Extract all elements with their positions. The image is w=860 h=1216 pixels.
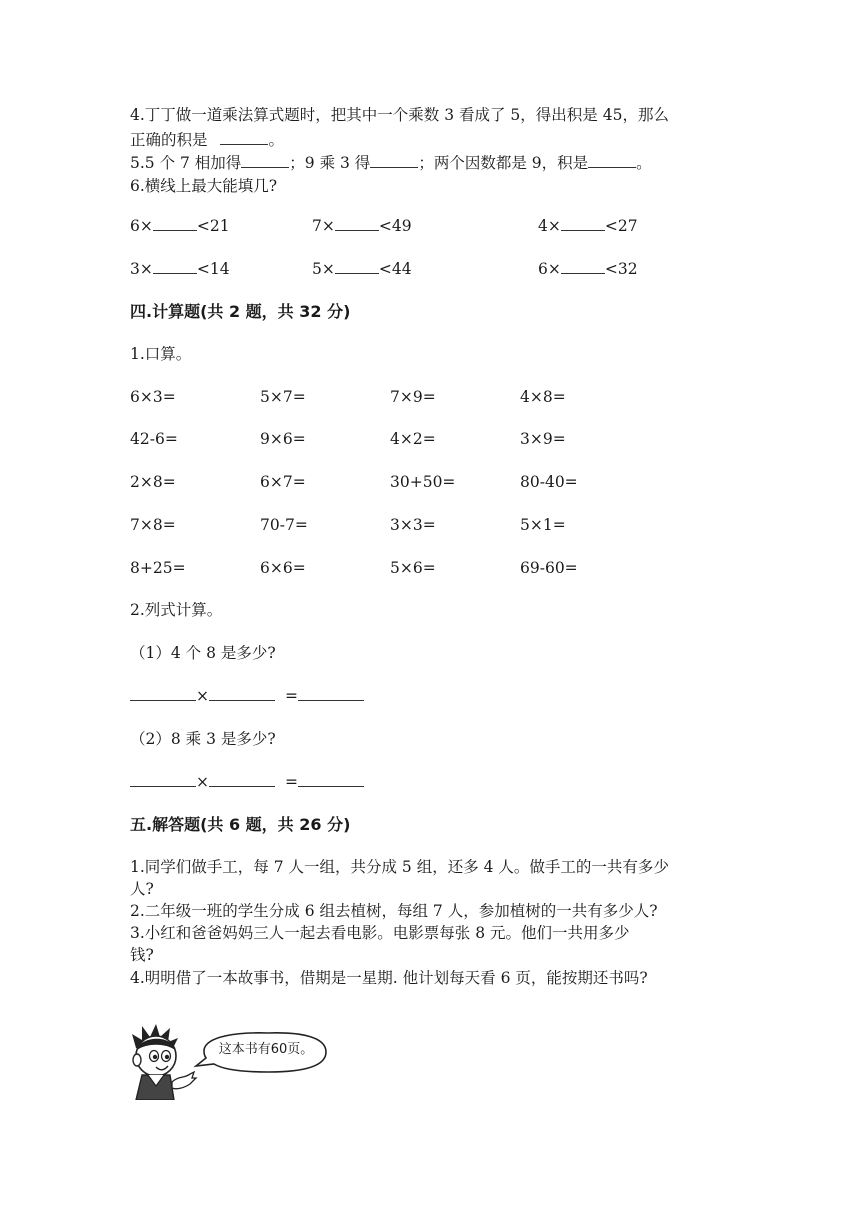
sub-question-2: （2）8 乘 3 是多少? — [130, 730, 276, 748]
q6-item: 5× <44 — [312, 260, 412, 278]
oral-item: 7×9= — [390, 388, 436, 406]
problem-2: 2.二年级一班的学生分成 6 组去植树，每组 7 人，参加植树的一共有多少人? — [130, 902, 658, 920]
answer-blank[interactable] — [335, 273, 379, 274]
oral-item: 5×7= — [260, 388, 306, 406]
oral-item: 6×7= — [260, 473, 306, 491]
problem-3-line2: 钱? — [130, 946, 154, 964]
question-5-part3: ；两个因数都是 9，积是 — [418, 154, 589, 172]
answer-blank[interactable] — [588, 167, 636, 168]
problem-1-line2: 人? — [130, 880, 154, 898]
answer-blank[interactable] — [370, 167, 418, 168]
speech-bubble-text: 这本书有60页。 — [218, 1042, 314, 1057]
period: 。 — [636, 154, 652, 172]
answer-blank[interactable] — [298, 700, 364, 701]
problem-4: 4.明明借了一本故事书，借期是一星期. 他计划每天看 6 页，能按期还书吗? — [130, 969, 648, 987]
oral-item: 6×6= — [260, 559, 306, 577]
answer-blank[interactable] — [241, 167, 289, 168]
question-5-part1: 5.5 个 7 相加得 — [130, 154, 242, 172]
answer-blank[interactable] — [298, 786, 364, 787]
oral-item: 4×8= — [520, 388, 566, 406]
oral-item: 5×1= — [520, 516, 566, 534]
oral-item: 6×3= — [130, 388, 176, 406]
oral-item: 70-7= — [260, 516, 308, 534]
oral-item: 5×6= — [390, 559, 436, 577]
answer-blank[interactable] — [153, 230, 197, 231]
oral-item: 4×2= — [390, 430, 436, 448]
section-5-title: 五.解答题(共 6 题，共 26 分) — [130, 815, 351, 834]
answer-blank[interactable] — [153, 273, 197, 274]
problem-3-line1: 3.小红和爸爸妈妈三人一起去看电影。电影票每张 8 元。他们一共用多少 — [130, 924, 630, 942]
q6-item: 4× <27 — [538, 217, 638, 235]
equals-sign: = — [285, 687, 298, 705]
answer-blank[interactable] — [561, 273, 605, 274]
sub-question-1: （1）4 个 8 是多少? — [130, 644, 276, 662]
q6-item: 7× <49 — [312, 217, 412, 235]
answer-blank[interactable] — [561, 230, 605, 231]
oral-item: 80-40= — [520, 473, 578, 491]
calc-2-title: 2.列式计算。 — [130, 601, 223, 619]
answer-blank[interactable] — [130, 786, 196, 787]
question-4-line1: 4.丁丁做一道乘法算式题时，把其中一个乘数 3 看成了 5，得出积是 45，那么 — [130, 106, 669, 124]
oral-item: 42-6= — [130, 430, 178, 448]
times-sign: × — [196, 773, 209, 791]
calc-1-title: 1.口算。 — [130, 345, 192, 363]
answer-blank[interactable] — [209, 700, 275, 701]
problem-1-line1: 1.同学们做手工，每 7 人一组，共分成 5 组，还多 4 人。做手工的一共有多少 — [130, 858, 669, 876]
oral-item: 2×8= — [130, 473, 176, 491]
oral-item: 69-60= — [520, 559, 578, 577]
boy-illustration — [128, 1020, 343, 1100]
answer-blank[interactable] — [335, 230, 379, 231]
oral-item: 3×9= — [520, 430, 566, 448]
question-4-line2 — [130, 129, 284, 151]
period: 。 — [268, 131, 284, 149]
equation-line-2 — [130, 771, 364, 793]
boy-with-speech-bubble-icon — [128, 1020, 343, 1100]
q6-item: 3× <14 — [130, 260, 230, 278]
section-4-title: 四.计算题(共 2 题，共 32 分) — [130, 302, 351, 321]
question-4-text: 正确的积是 — [130, 131, 208, 149]
question-5-part2: ；9 乘 3 得 — [289, 154, 371, 172]
equals-sign: = — [285, 773, 298, 791]
oral-item: 3×3= — [390, 516, 436, 534]
oral-item: 8+25= — [130, 559, 186, 577]
oral-item: 30+50= — [390, 473, 456, 491]
question-6-title: 6.横线上最大能填几? — [130, 177, 278, 195]
times-sign: × — [196, 687, 209, 705]
answer-blank[interactable] — [130, 700, 196, 701]
question-5 — [130, 152, 652, 174]
answer-blank[interactable] — [220, 144, 268, 145]
oral-item: 9×6= — [260, 430, 306, 448]
q6-item: 6× <32 — [538, 260, 638, 278]
equation-line-1 — [130, 685, 364, 707]
q6-item: 6× <21 — [130, 217, 230, 235]
oral-item: 7×8= — [130, 516, 176, 534]
answer-blank[interactable] — [209, 786, 275, 787]
